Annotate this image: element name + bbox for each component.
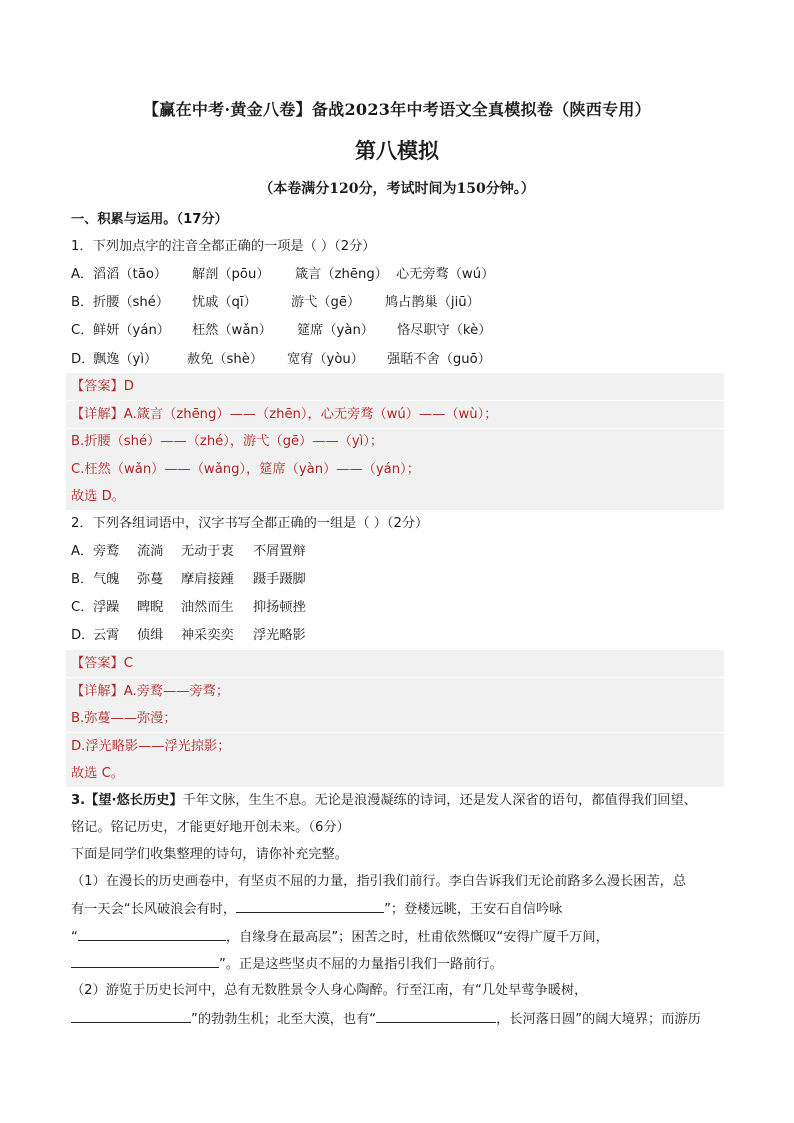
- q3-part1-text: ，自缘身在最高层”；困苦之时，杜甫依然慨叹“安得广厦千万间，: [225, 930, 609, 945]
- option-item: 睥睨: [137, 600, 164, 615]
- option-item: 无动于衷: [181, 544, 234, 559]
- q3-part1-text: “: [71, 930, 78, 945]
- fill-blank[interactable]: [71, 955, 219, 968]
- option-item: 流淌: [137, 544, 164, 559]
- q3-title: 3.【望·悠长历史】: [71, 793, 183, 808]
- q2-conclusion: 故选 C。: [71, 766, 124, 781]
- q3-part2-line-1: （2）游览于历史长河中，总有无数胜景令人身心陶醉。行至江南，有“几处早莺争暖树，: [71, 983, 588, 998]
- option-item: 气魄: [93, 572, 120, 587]
- option-label: C．: [71, 323, 94, 338]
- q3-part1-line-4: [71, 955, 503, 974]
- q2-detail-line-1: [71, 683, 229, 701]
- option-item: 浮光略影: [253, 628, 306, 643]
- option-item: 筵席（yàn）: [297, 323, 374, 338]
- answer-band: [66, 373, 724, 400]
- exam-main-title: 第八模拟: [355, 138, 439, 163]
- q3-part2-line-2: [71, 1010, 701, 1029]
- option-item: 侦缉: [137, 628, 164, 643]
- option-item: 摩肩接踵: [181, 572, 234, 587]
- q3-part2-text: ，长河落日圆”的阔大境界；而游历: [496, 1012, 701, 1027]
- option-item: 不屑置辩: [253, 544, 306, 559]
- option-label: A．: [71, 544, 94, 559]
- q2-answer: [71, 655, 133, 673]
- answer-band: [66, 650, 724, 677]
- option-item: 强聒不舍（guō）: [387, 352, 491, 367]
- q3-intro: 下面是同学们收集整理的诗句，请你补充完整。: [71, 847, 348, 862]
- q2-stem: 2．下列各组词语中，汉字书写全都正确的一组是（ ）（2分）: [71, 516, 429, 531]
- q1-detail-line-2: B.折腰（shé）——（zhé），游弋（gē）——（yì）；: [71, 434, 384, 449]
- option-item: 宽宥（yòu）: [287, 352, 364, 367]
- q3-part1-text: 有一天会“长风破浪会有时，: [71, 902, 237, 917]
- q1-detail-line-1: [71, 406, 497, 424]
- fill-blank[interactable]: [71, 1010, 191, 1023]
- detail-label: 【详解】: [71, 684, 124, 699]
- detail-label: 【详解】: [71, 407, 124, 422]
- q3-part1-text: ”。正是这些坚贞不屈的力量指引我们一路前行。: [219, 957, 503, 972]
- option-item: 云霄: [93, 628, 120, 643]
- answer-value: D: [123, 379, 134, 394]
- option-item: 枉然（wǎn）: [192, 323, 272, 338]
- option-item: 鲜妍（yán）: [93, 323, 170, 338]
- option-item: 神采奕奕: [181, 628, 234, 643]
- answer-label: 【答案】: [71, 379, 124, 394]
- q3-part1-line-3: [71, 928, 609, 947]
- q1-answer: [71, 378, 134, 396]
- option-item: 蹑手蹑脚: [253, 572, 306, 587]
- exam-header-title: 【赢在中考·黄金八卷】备战2023年中考语文全真模拟卷（陕西专用）: [142, 100, 651, 119]
- option-item: 游弋（gē）: [291, 295, 361, 310]
- q1-conclusion: 故选 D。: [71, 489, 125, 504]
- detail-text: A.旁鹜——旁骛；: [123, 684, 230, 699]
- q3-part1-text: ”；登楼远眺，王安石自信吟咏: [384, 902, 563, 917]
- q3-part1-line-1: （1）在漫长的历史画卷中，有坚贞不屈的力量，指引我们前行。李白告诉我们无论前路多么漫长困苦，总: [71, 874, 687, 889]
- option-item: 忧戚（qī）: [192, 295, 257, 310]
- option-item: 飘逸（yì）: [93, 352, 158, 367]
- option-item: 旁鹜: [93, 544, 120, 559]
- option-label: C．: [71, 600, 94, 615]
- option-item: 鸠占鹊巢（jiū）: [385, 295, 480, 310]
- answer-value: C: [123, 656, 133, 671]
- fill-blank[interactable]: [376, 1010, 496, 1023]
- option-label: D．: [71, 628, 95, 643]
- option-item: 滔滔（tāo）: [93, 267, 168, 282]
- fill-blank[interactable]: [236, 900, 384, 913]
- exam-sub-title: （本卷满分120分，考试时间为150分钟。）: [259, 181, 535, 197]
- option-item: 箴言（zhēng）: [295, 267, 388, 282]
- q2-detail-line-2: B.弥蔓——弥漫；: [71, 711, 177, 726]
- option-item: 心无旁骛（wú）: [396, 267, 495, 282]
- option-item: 弥蔓: [137, 572, 164, 587]
- option-label: D．: [71, 352, 95, 367]
- q2-detail-line-3: D.浮光略影——浮光掠影；: [71, 739, 231, 754]
- answer-band: [66, 483, 724, 510]
- answer-label: 【答案】: [71, 656, 124, 671]
- q3-stem-line-2: 铭记。铭记历史，才能更好地开创未来。（6分）: [71, 820, 350, 835]
- option-item: 浮躁: [93, 600, 120, 615]
- q1-stem: 1．下列加点字的注音全都正确的一项是（ ）（2分）: [71, 239, 376, 254]
- option-item: 解剖（pōu）: [192, 267, 270, 282]
- q3-part1-line-2: [71, 900, 562, 919]
- option-item: 抑扬顿挫: [253, 600, 306, 615]
- option-label: B．: [71, 572, 94, 587]
- detail-text: A.箴言（zhēng）——（zhēn），心无旁骛（wú）——（wù）；: [123, 407, 498, 422]
- option-item: 油然而生: [181, 600, 234, 615]
- fill-blank[interactable]: [78, 928, 226, 941]
- option-item: 折腰（shé）: [93, 295, 170, 310]
- option-item: 恪尽职守（kè）: [397, 323, 492, 338]
- option-label: A．: [71, 267, 94, 282]
- q3-part2-text: ”的勃勃生机；北至大漠，也有“: [191, 1012, 377, 1027]
- option-item: 赦免（shè）: [187, 352, 264, 367]
- q3-stem-line-1: [71, 792, 697, 810]
- answer-band: [66, 760, 724, 787]
- section-heading: 一、积累与运用。（17分）: [71, 212, 228, 227]
- option-label: B．: [71, 295, 94, 310]
- q1-detail-line-3: C.枉然（wǎn）——（wǎng），筵席（yàn）——（yán）；: [71, 462, 420, 477]
- q3-stem-text: 千年文脉，生生不息。无论是浪漫凝练的诗词，还是发人深省的语句，都值得我们回望、: [182, 793, 697, 808]
